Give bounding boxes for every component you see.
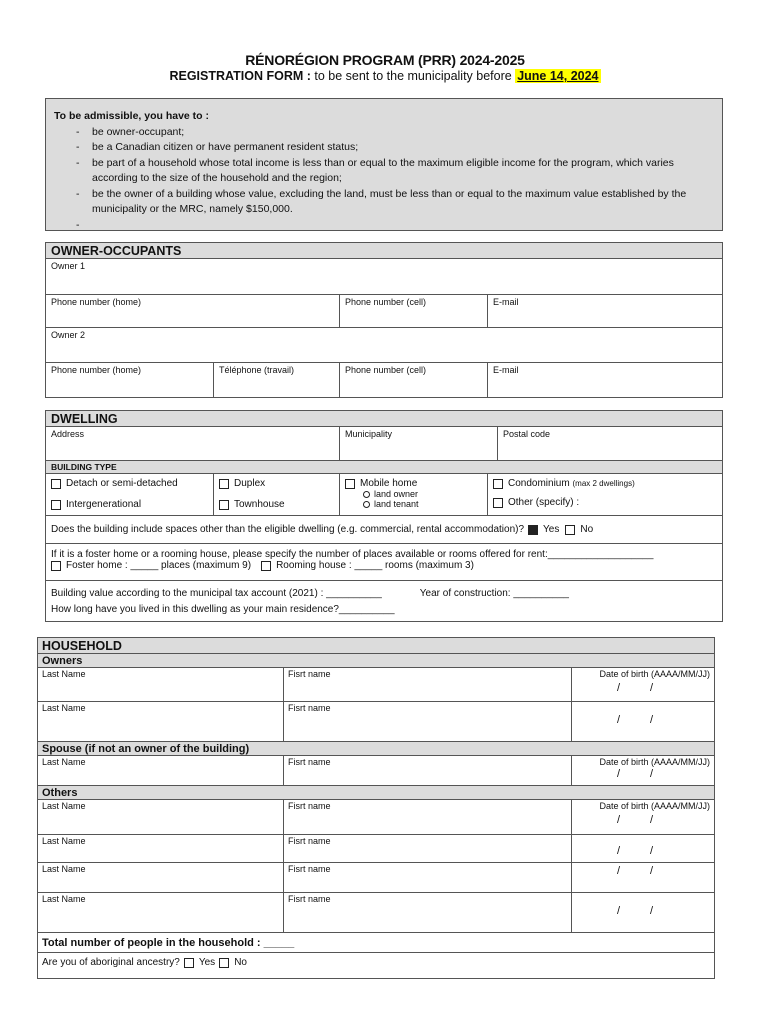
others-subheading: Others	[38, 786, 714, 800]
postal-code-field[interactable]: Postal code	[503, 429, 551, 439]
dwelling-title: DWELLING	[46, 411, 722, 427]
form-subtitle	[0, 69, 770, 83]
household-title: HOUSEHOLD	[38, 638, 714, 654]
other1-dob-field[interactable]: Date of birth (AAAA/MM/JJ) / /	[599, 801, 710, 826]
owner2-phone-cell-field[interactable]: Phone number (cell)	[340, 363, 488, 397]
other1-lastname-field[interactable]: Last Name	[38, 800, 284, 834]
other-checkbox	[493, 498, 503, 508]
foster-question: If it is a foster home or a rooming house, please specify the number of places available or rooms offered for rent:___________________	[51, 549, 654, 560]
list-item: - be owner-occupant;	[76, 125, 185, 138]
owner2-phone-work-field[interactable]: Téléphone (travail)	[214, 363, 340, 397]
land-tenant-radio	[363, 501, 370, 508]
owner-lastname-field[interactable]: Last Name	[38, 668, 284, 701]
owner2-phone-home-field[interactable]: Phone number (home)	[46, 363, 214, 397]
other3-dob-field[interactable]: / /	[617, 865, 654, 877]
owner-occupants-section	[45, 242, 723, 398]
spaces-yes-option[interactable]: Yes	[528, 524, 559, 535]
foster-home-checkbox	[51, 561, 61, 571]
form-title: RÉNORÉGION PROGRAM (PRR) 2024-2025	[245, 52, 525, 68]
municipality-field[interactable]: Municipality	[340, 427, 498, 460]
owner2-field[interactable]: Owner 2	[51, 330, 86, 340]
other3-lastname-field[interactable]: Last Name	[38, 863, 284, 892]
owner2-dob-field[interactable]: / /	[617, 714, 654, 726]
spouse-lastname-field[interactable]: Last Name	[38, 756, 284, 785]
year-construction-field[interactable]: Year of construction: __________	[419, 588, 569, 599]
owner2-lastname-field[interactable]: Last Name	[38, 702, 284, 741]
intergenerational-option[interactable]: Intergenerational	[51, 499, 208, 510]
aboriginal-yes-option[interactable]: Yes	[184, 957, 215, 968]
list-item: - be the owner of a building whose value, excluding the land, must be less than or equal to the maximum value established by the municipality or the MRC, namely $150,000.	[76, 187, 687, 215]
owner1-email-field[interactable]: E-mail	[493, 297, 519, 307]
rooming-house-option[interactable]: Rooming house : _____ rooms (maximum 3)	[261, 560, 474, 571]
spouse-subheading: Spouse (if not an owner of the building)	[38, 742, 714, 756]
residence-duration-field[interactable]: How long have you lived in this dwelling as your main residence?__________	[51, 604, 395, 615]
list-item: -	[76, 218, 80, 231]
duplex-checkbox	[219, 479, 229, 489]
rooming-house-checkbox	[261, 561, 271, 571]
owner2-email-field[interactable]: E-mail	[493, 365, 519, 375]
condo-option[interactable]: Condominium (max 2 dwellings)	[493, 478, 717, 489]
aboriginal-yes-checkbox	[184, 958, 194, 968]
duplex-option[interactable]: Duplex	[219, 478, 334, 489]
owner1-phone-cell-field[interactable]: Phone number (cell)	[340, 295, 488, 327]
owner2-firstname-field[interactable]: Fisrt name	[284, 702, 572, 741]
other2-firstname-field[interactable]: Fisrt name	[284, 835, 572, 862]
subtitle-text: to be sent to the municipality before	[310, 69, 516, 83]
owner1-phone-home-field[interactable]: Phone number (home)	[46, 295, 340, 327]
owners-subheading: Owners	[38, 654, 714, 668]
address-field[interactable]: Address	[46, 427, 340, 460]
owner-firstname-field[interactable]: Fisrt name	[284, 668, 572, 701]
other3-firstname-field[interactable]: Fisrt name	[284, 863, 572, 892]
foster-home-option[interactable]: Foster home : _____ places (maximum 9)	[51, 560, 251, 571]
detached-checkbox	[51, 479, 61, 489]
other4-lastname-field[interactable]: Last Name	[38, 893, 284, 932]
deadline-date: June 14, 2024	[517, 69, 599, 83]
dwelling-section	[45, 410, 723, 622]
detached-option[interactable]: Detach or semi-detached	[51, 478, 208, 489]
admissibility-box	[45, 98, 723, 231]
list-item: - be part of a household whose total income is less than or equal to the maximum eligible income for the program, which varies according to the size of the household and the region;	[76, 156, 674, 184]
aboriginal-question: Are you of aboriginal ancestry?	[42, 957, 180, 968]
building-value-field[interactable]: Building value according to the municipal tax account (2021) : __________	[51, 588, 382, 599]
spaces-yes-checkbox	[528, 525, 538, 535]
other-spaces-question: Does the building include spaces other than the eligible dwelling (e.g. commercial, rental accommodation)?	[51, 524, 525, 535]
list-item: - be a Canadian citizen or have permanent resident status;	[76, 141, 359, 153]
household-section	[37, 637, 715, 979]
mobile-home-checkbox	[345, 479, 355, 489]
total-people-field[interactable]: Total number of people in the household : _____	[42, 936, 295, 949]
aboriginal-no-checkbox	[219, 958, 229, 968]
other-type-option[interactable]: Other (specify) :	[493, 497, 717, 508]
subtitle-bold: REGISTRATION FORM :	[169, 69, 311, 83]
admissibility-heading: To be admissible, you have to :	[54, 110, 210, 122]
owner1-field[interactable]: Owner 1	[51, 261, 86, 271]
land-owner-option[interactable]: land owner	[345, 489, 482, 499]
spouse-dob-field[interactable]: Date of birth (AAAA/MM/JJ) / /	[599, 757, 710, 780]
admissibility-list	[54, 125, 712, 234]
land-tenant-option[interactable]: land tenant	[345, 499, 482, 509]
other2-lastname-field[interactable]: Last Name	[38, 835, 284, 862]
building-type-label: BUILDING TYPE	[51, 462, 117, 472]
spaces-no-option[interactable]: No	[565, 524, 593, 535]
condo-checkbox	[493, 479, 503, 489]
land-owner-radio	[363, 491, 370, 498]
other2-dob-field[interactable]: / /	[617, 845, 654, 857]
other1-firstname-field[interactable]: Fisrt name	[284, 800, 572, 834]
townhouse-option[interactable]: Townhouse	[219, 499, 334, 510]
townhouse-checkbox	[219, 500, 229, 510]
intergenerational-checkbox	[51, 500, 61, 510]
spaces-no-checkbox	[565, 525, 575, 535]
mobile-home-option[interactable]: Mobile home	[345, 478, 482, 489]
owner-occupants-title: OWNER-OCCUPANTS	[46, 243, 722, 259]
other4-firstname-field[interactable]: Fisrt name	[284, 893, 572, 932]
owner-dob-field[interactable]: Date of birth (AAAA/MM/JJ) / /	[599, 669, 710, 694]
aboriginal-no-option[interactable]: No	[219, 957, 247, 968]
other4-dob-field[interactable]: / /	[617, 905, 654, 917]
spouse-firstname-field[interactable]: Fisrt name	[284, 756, 572, 785]
